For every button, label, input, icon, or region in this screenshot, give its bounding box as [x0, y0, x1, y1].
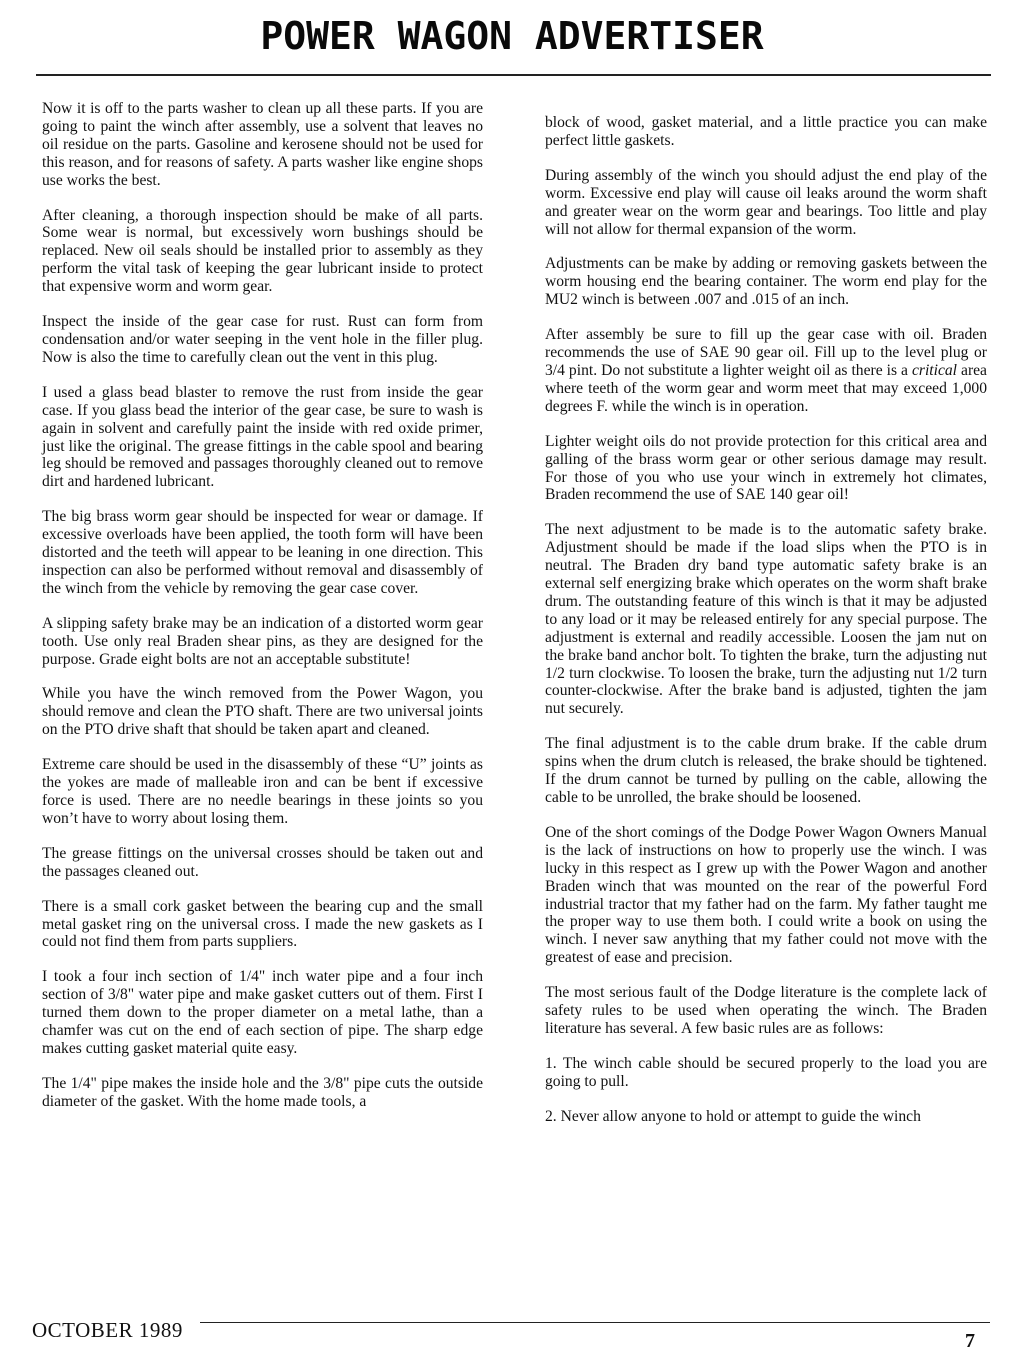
paragraph: [545, 326, 987, 416]
bottom-rule: [200, 1322, 990, 1323]
left-column: [42, 100, 483, 1111]
text-run: After assembly be sure to fill up the gear case with oil. Braden recommends the use of SAE 90 gear oil. Fill up to the level plug or 3/4 pint. Do not substitute a lighter weight oil as there is a: [545, 326, 987, 379]
emphasis-text: critical: [911, 361, 958, 379]
paragraph: The final adjustment is to the cable drum brake. If the cable drum spins when the drum clutch is released, the brake should be tightened. If the drum cannot be turned by pulling on the cable, allowing the cable to be unrolled, the brake should be loosened.: [545, 735, 987, 806]
paragraph: Adjustments can be make by adding or removing gaskets between the worm housing end the bearing container. The worm end play for the MU2 winch is between .007 and .015 of an inch.: [545, 255, 987, 309]
paragraph: The most serious fault of the Dodge literature is the complete lack of safety rules to be used when operating the winch. The Braden literature has several. A few basic rules are as follows:: [545, 984, 987, 1037]
paragraph: There is a small cork gasket between the bearing cup and the small metal gasket ring on the universal cross. I made the new gaskets as I could not find them from parts suppliers.: [42, 897, 483, 951]
paragraph: Extreme care should be used in the disassembly of these “U” joints as the yokes are made of malleable iron and can be bent if excessive force is used. There are no needle bearings in these joints so you won’t have to worry about losing them.: [42, 756, 483, 827]
paragraph: 1. The winch cable should be secured properly to the load you are going to pull.: [545, 1054, 987, 1090]
paragraph: One of the short comings of the Dodge Power Wagon Owners Manual is the lack of instructions on how to properly use the winch. I was lucky in this respect as I grew up with the Power Wagon and another Braden winch that was mounted on the rear of the powerful Ford industrial tractor that my father had on the farm. My father taught me the proper way to use them both. I could write a book on using the winch. I never saw anything that my father could not move with the greatest of ease and precision.: [545, 823, 987, 967]
paragraph: I used a glass bead blaster to remove the rust from inside the gear case. If you glass bead the interior of the gear case, be sure to wash is again in solvent and carefully paint the inside with red oxide primer, just like the original. The grease fittings in the cable spool and bearing leg should be removed and passages thoroughly cleaned out to remove dirt and hardened lubricant.: [42, 383, 483, 491]
paragraph: I took a four inch section of 1/4" inch water pipe and a four inch section of 3/8" water pipe and make gasket cutters out of them. First I turned them down to the proper diameter on a metal lathe, than a chamfer was cut on the end of each section of pipe. The sharp edge makes cutting gasket material quite easy.: [42, 968, 483, 1057]
right-column: [545, 114, 987, 1126]
text-run: area where teeth of the worm gear and worm meet that may exceed 1,000 degrees F. while the winch is in operation.: [545, 361, 987, 415]
paragraph: During assembly of the winch you should adjust the end play of the worm. Excessive end play will cause oil leaks around the worm shaft and greater wear on the worm gear and bearings. Too little and play will not allow for thermal expansion of the worm.: [545, 166, 987, 238]
paragraph: The next adjustment to be made is to the automatic safety brake. Adjustment should be made if the load slips when the PTO is in neutral. The Braden dry band type automatic safety brake is an external self energizing brake which operates on the worm shaft brake drum. The outstanding feature of this winch is that it may be adjusted to any load or it may be released entirely for any special purpose. The adjustment is external and readily accessible. Loosen the jam nut on the brake band anchor bolt. To tighten the brake, turn the adjusting nut 1/2 turn clockwise. To loosen the brake, turn the adjusting nut 1/2 turn counter-clockwise. After the brake band is adjusted, tighten the jam nut securely.: [545, 521, 987, 718]
paragraph: A slipping safety brake may be an indication of a distorted worm gear tooth. Use only real Braden shear pins, as they are designed for the purpose. Grade eight bolts are not an acceptable substitute!: [42, 614, 483, 668]
paragraph: While you have the winch removed from the Power Wagon, you should remove and clean the PTO shaft. There are two universal joints on the PTO drive shaft that should be taken apart and cleaned.: [42, 685, 483, 739]
page-number: 7: [965, 1330, 975, 1352]
paragraph: Lighter weight oils do not provide protection for this critical area and galling of the brass worm gear or other serious damage may result. For those of you who use your winch in extremely hot climates, Braden recommend the use of SAE 140 gear oil!: [545, 432, 987, 504]
paragraph: After cleaning, a thorough inspection should be make of all parts. Some wear is normal, but excessively worn bushings should be replaced. New oil seals should be installed prior to assembly as they perform the vital task of keeping the gear lubricant inside to protect that expensive worm and worm gear.: [42, 206, 483, 296]
paragraph: 2. Never allow anyone to hold or attempt to guide the winch: [545, 1107, 921, 1125]
top-rule: [36, 74, 991, 76]
masthead-title: POWER WAGON ADVERTISER: [260, 14, 764, 58]
paragraph: block of wood, gasket material, and a little practice you can make perfect little gaskets.: [545, 114, 987, 149]
paragraph: The big brass worm gear should be inspected for wear or damage. If excessive overloads have been applied, the tooth form will have been distorted and the teeth will appear to be leaning in one direction. This inspection can also be performed without removal and disassembly of the winch from the vehicle by removing the gear case cover.: [42, 508, 483, 597]
issue-date: OCTOBER 1989: [32, 1318, 183, 1342]
paragraph: The 1/4" pipe makes the inside hole and the 3/8" pipe cuts the outside diameter of the gasket. With the home made tools, a: [42, 1074, 483, 1110]
paragraph: Now it is off to the parts washer to clean up all these parts. If you are going to paint the winch after assembly, use a solvent that leaves no oil residue on the parts. Gasoline and kerosene should not be used for this reason, and for reasons of safety. A parts washer like engine shops use works the best.: [42, 100, 483, 189]
paragraph: The grease fittings on the universal crosses should be taken out and the passages cleaned out.: [42, 844, 483, 880]
paragraph: Inspect the inside of the gear case for rust. Rust can form from condensation and/or water seeping in the vent hole in the filler plug. Now is also the time to carefully clean out the vent in this plug.: [42, 313, 483, 366]
